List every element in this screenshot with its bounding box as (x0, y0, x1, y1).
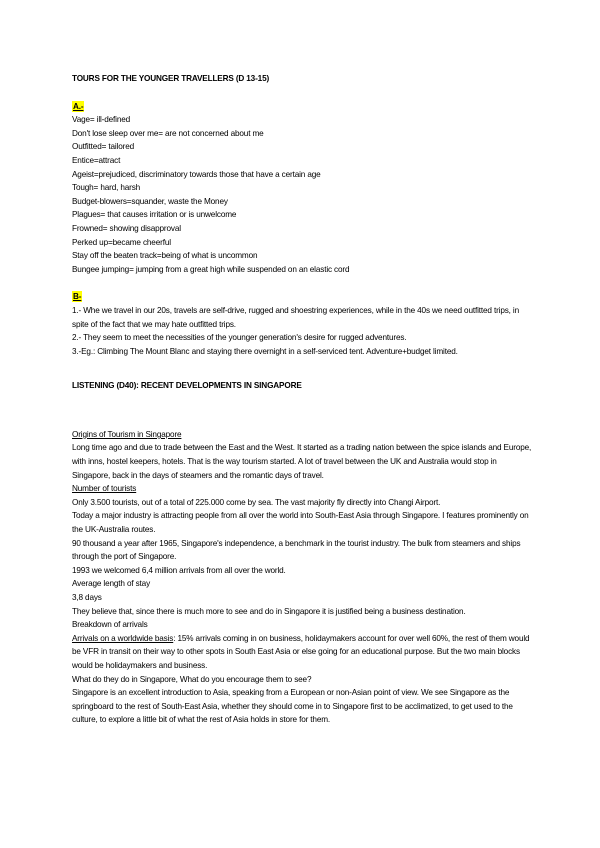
origins-text: Long time ago and due to trade between the East and the West. It started as a trading nation between the spice islands and Europe, with inns, hostel keepers, hotels. That is the way tourism started. A lot of travel between the UK and Australia would stop in Singapore, back in the days of steamers and the romantic days of travel. (72, 443, 532, 480)
vocab-line: Vage= ill-defined (72, 115, 131, 125)
vocab-line: Stay off the beaten track=being of what is uncommon (72, 251, 258, 261)
arrivals-paragraph (72, 632, 534, 673)
part-b-answer-3: 3.-Eg.: Climbing The Mount Blanc and staying there overnight in a self-serviced tent. Adventure+budget limited. (72, 346, 458, 356)
part-a-label: A.- (73, 101, 84, 111)
stay-text: They believe that, since there is much more to see and do in Singapore it is justified being a business destination. (72, 606, 466, 616)
tourists-heading: Number of tourists (72, 484, 137, 494)
vocab-line: Ageist=prejudiced, discriminatory towards those that have a certain age (72, 169, 321, 179)
vocab-line: Plagues= that causes irritation or is unwelcome (72, 210, 237, 220)
vocab-line: Outfitted= tailored (72, 142, 135, 152)
vocabulary-list (72, 113, 534, 276)
section1-title: TOURS FOR THE YOUNGER TRAVELLERS (D 13-15) (72, 74, 270, 83)
answer-paragraph: Singapore is an excellent introduction to Asia, speaking from a European or non-Asian point of view. We see Singapore as the springboard to the rest of South-East Asia, whether they should come in to Singapore first to be acclimatized, to get used to the culture, to explore a little bit of what the rest of Asia holds in store for them. (72, 688, 513, 725)
part-b-answer-2: 2.- They seem to meet the necessities of the younger generation's desire for rugged adventures. (72, 333, 407, 343)
vocab-line: Bungee jumping= jumping from a great high while suspended on an elastic cord (72, 264, 350, 274)
tourists-paragraph: Only 3.500 tourists, out of a total of 225.000 come by sea. The vast majority fly directly into Changi Airport. (72, 497, 441, 507)
vocab-line: Don't lose sleep over me= are not concerned about me (72, 128, 264, 138)
tourists-paragraph: 90 thousand a year after 1965, Singapore's independence, a benchmark in the tourist industry. The bulk from steamers and ships through the port of Singapore. (72, 538, 521, 562)
vocab-line: Frowned= showing disapproval (72, 223, 181, 233)
arrivals-text: : 15% arrivals coming in on business, holidaymakers account for over well 60%, the rest of them would be VFR in transit on their way to other spots in South East Asia or else going for an educational purpose. But the two main blocks would be holidaymakers and business. (72, 633, 530, 670)
breakdown-heading: Breakdown of arrivals (72, 620, 148, 630)
arrivals-label: Arrivals on a worldwide basis (72, 633, 174, 643)
vocab-line: Tough= hard, harsh (72, 183, 141, 193)
tourists-paragraph: Today a major industry is attracting people from all over the world into South-East Asia through Singapore. I features prominently on the UK-Australia routes. (72, 511, 529, 535)
question-line: What do they do in Singapore, What do you encourage them to see? (72, 674, 312, 684)
vocab-line: Entice=attract (72, 155, 121, 165)
part-b-label: B- (73, 292, 82, 302)
stay-value: 3,8 days (72, 593, 102, 602)
origins-heading: Origins of Tourism in Singapore (72, 429, 182, 439)
vocab-line: Budget-blowers=squander, waste the Money (72, 196, 228, 206)
stay-heading: Average length of stay (72, 579, 151, 589)
document-page (72, 72, 534, 727)
vocab-line: Perked up=became cheerful (72, 237, 171, 247)
part-b-answer-1: 1.- Whe we travel in our 20s, travels are self-drive, rugged and shoestring experiences, while in the 40s we need outfitted trips, in spite of the fact that we may hate outfitted trips. (72, 305, 519, 329)
tourists-paragraph: 1993 we welcomed 6,4 million arrivals from all over the world. (72, 565, 286, 575)
section2-title: LISTENING (D40): RECENT DEVELOPMENTS IN SINGAPORE (72, 381, 302, 391)
